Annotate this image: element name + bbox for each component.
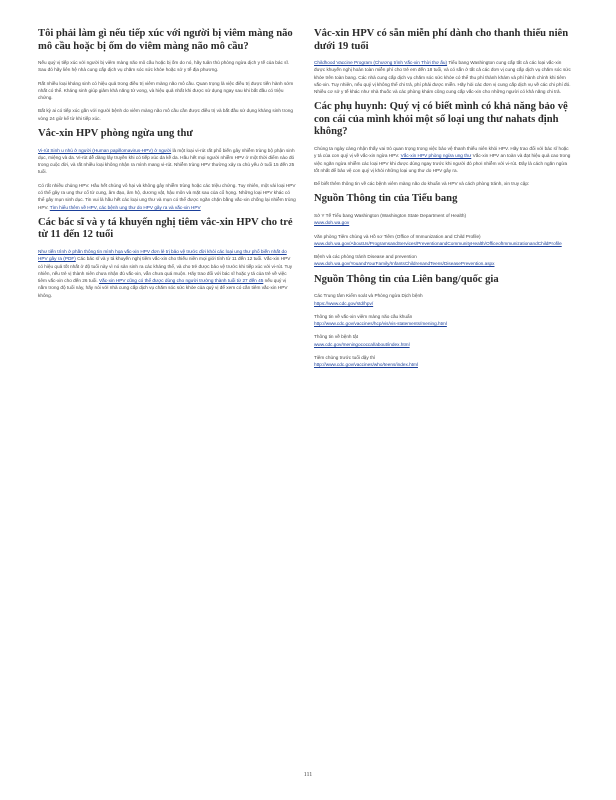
paragraph: [314, 233, 572, 248]
paragraph: Để biết thêm thông tin về các bệnh viêm màng não do khuẩn và HPV và cách phòng tránh, xin truy cập:: [314, 181, 530, 187]
right-column: [314, 28, 572, 375]
left-column: [38, 28, 296, 305]
doh-link[interactable]: www.doh.wa.gov: [314, 220, 350, 226]
paragraph: [314, 333, 572, 348]
learn-more-hpv-link[interactable]: Tìm hiểu thêm về HPV, các bệnh ung thư do HPV gây ra và vắc-xin HPV: [49, 204, 201, 210]
paragraph: [314, 212, 572, 227]
paragraph-text: Bệnh và các phòng tránh Disease and prevention: [314, 254, 417, 260]
paragraph: [314, 59, 572, 95]
hpv-link[interactable]: Vi-rút Sinh u nhú ở người (Human papillomavirus-HPV) ở người: [38, 147, 172, 153]
paragraph-text: Vắc-xin HPV an toàn và đạt hiệu quả cao trong việc ngăn ngừa nhiễm các loại HPV khi được dùng ngay trước khi người đó phơi nhiễm với vi-rút. Đây là cách ngăn ngừa tốt nhất để bảo vệ con quý vị khỏi những loại ung thư do HPV gây ra.: [314, 153, 571, 173]
paragraph-text: Có rất nhiều chủng HPV. Hầu hết chúng vô hại và không gây nhiễm trùng hoặc các triệu chứng. Tuy nhiên, một vài loại HPV có thể gây ra ung thư cổ tử cung, âm đạo, âm hộ, dương vật, hậu môn và mặt sau của cổ họng. Những loại HPV khác có thể gây mụn sinh dục. Tin vui là hầu hết các loại ung thư và mụn có thể được ngăn chặn bằng vắc-xin chống lại nhiễm trùng HPV.: [38, 182, 296, 210]
section-heading: Vắc-xin HPV có sẵn miễn phí dành cho thanh thiếu niên dưới 19 tuổi: [314, 28, 569, 52]
section-free-vaccine: [314, 28, 572, 95]
section-hpv-age: [38, 217, 296, 299]
paragraph: Rất nhiều loại kháng sinh có hiệu quả trong điều trị viêm màng não mô cầu. Quan trọng là việc điều trị được tiến hành sớm nhất có thể. Kháng sinh giúp giảm khả năng tử vong, và hiệu quả nhất khi được sử dụng ngay sau khi bắt đầu có triệu chứng.: [38, 80, 294, 101]
section-heading: Nguồn Thông tin của Liên bang/quốc gia: [314, 273, 499, 285]
paragraph: Bất kỳ ai có tiếp xúc gần với người bệnh do viêm màng não mô cầu cần được điều trị và bắt đầu sử dụng kháng sinh trong vòng 24 giờ kể từ khi tiếp xúc.: [38, 108, 293, 121]
section-state-resources: [314, 193, 572, 267]
paragraph: [38, 182, 296, 211]
paragraph-text: nếu quý vị nằm trong độ tuổi này, hãy nói với nhà cung cấp dịch vụ chăm sóc sức khỏe của quý vị để xem có cần tiêm vắc-xin HPV không.: [38, 278, 288, 298]
section-heading: Tôi phải làm gì nếu tiếp xúc với người bị viêm màng não mô cầu hoặc bị ốm do viêm màng não mô cầu?: [38, 28, 293, 52]
hpv-infographic-link[interactable]: Như tiến trình ở phần thông tin mình họa vắc-xin HPV đơn lẻ trị bảo vệ trước đời khỏi các loại ung thư phổ biến nhất do HPV gây ra (PDF): [38, 248, 287, 262]
paragraph: [314, 145, 572, 174]
immunization-office-link[interactable]: www.doh.wa.gov/AboutUs/ProgramsandServices/PreventionandCommunityHealth/OfficeofImmunizationandChildProfile: [314, 240, 562, 246]
hpv-prevention-link[interactable]: Vắc-xin HPV phòng ngừa ung thư: [400, 153, 472, 159]
paragraph-text: Văn phòng Tiêm chủng và Hồ sơ Tiêm (Office of Immunization and Child Profile): [314, 233, 481, 239]
paragraph-text: Sở Y Tế Tiểu bang Washington (Washington State Department of Health): [314, 212, 467, 218]
paragraph: [314, 354, 572, 369]
section-parents: [314, 101, 572, 187]
paragraph: [38, 147, 296, 176]
section-federal-resources: [314, 274, 572, 369]
paragraph: [314, 313, 572, 328]
paragraph: [314, 253, 572, 268]
paragraph-text: Các Trung tâm Kiểm soát và Phòng ngừa Dịch bệnh: [314, 293, 423, 299]
paragraph-text: Thông tin về vắc-xin viêm màng não cầu khuẩn: [314, 313, 413, 319]
paragraph: [38, 248, 296, 299]
paragraph-text: Tiêm chủng trước tuổi dậy thì: [314, 355, 376, 361]
section-heading: Nguồn Thông tin của Tiểu bang: [314, 193, 458, 205]
cdc-hpv-link[interactable]: https://www.cdc.gov/std/hpv/: [314, 300, 374, 306]
section-heading: Các phụ huynh: Quý vị có biết mình có khả năng bảo vệ con cái của mình khỏi một số loại ung thư nahats định không?: [314, 101, 568, 138]
paragraph-text: Thông tin về bệnh tật: [314, 334, 359, 340]
section-heading: Vắc-xin HPV phòng ngừa ung thư: [38, 128, 193, 140]
section-hpv-vaccine: [38, 128, 296, 211]
paragraph-text: Tiểu bang Washington cung cấp tất cả các loại vắc-xin được khuyến nghị hoàn toàn miễn phí cho trẻ em đến 18 tuổi, và có sẵn ở tất cả các đơn vị cung cấp dịch vụ chăm sóc sức khỏe trên toàn bang. Các nhà cung cấp dịch vụ chăm sóc sức khỏe có thể thu phí thành khám và phí hành chính khi tiêm vắc-xin. Tuy nhiên, nếu quý vị không thể chi trả, phí phải được miễn. Hãy hỏi các đơn vị cung cấp dịch vụ về các chi phí đó. Nhiều cơ sở y tế khác như nhà thuốc và các phòng khám cũng cung cấp vắc-xin cho những người có khả năng chi trả.: [314, 60, 571, 95]
childhood-vaccine-program-link[interactable]: Childhood Vaccine Program (Chương trình Vắc-xin Thời thơ ấu): [314, 60, 448, 65]
cdc-meningococcal-link[interactable]: www.cdc.gov/meningococcal/about/index.html: [314, 341, 410, 347]
page-number: 111: [303, 772, 313, 778]
disease-prevention-link[interactable]: www.doh.wa.gov/YouandYourFamily/InfantsChildrenandTeens/DiseasePrevention.aspx: [314, 261, 495, 267]
section-heading: Các bác sĩ và y tá khuyến nghị tiêm vắc-xin HPV cho trẻ từ 11 đến 12 tuổi: [38, 216, 293, 241]
paragraph: [314, 292, 572, 307]
paragraph-text: Các bác sĩ và y tá khuyến nghị tiêm vắc-xin cho thiếu niên mọi giới tính từ 11 đến 12 tuổi. Vắc-xin HPV có hiệu quả tốt nhất ở độ tuổi này vì nó sản sinh ra các kháng thể, và cho trẻ được bảo vệ trước khi tiếp xúc với vi-rút. Tuy nhiên, nếu trẻ vị thành niên chưa nhận đủ vắc-xin, vẫn chưa quá muộn. Hãy trao đổi với bác sĩ hoặc y tá của trẻ về việc tiêm vắc-xin cho đến 26 tuổi.: [38, 256, 293, 284]
cdc-teens-link[interactable]: http://www.cdc.gov/vaccines/who/teens/index.html: [314, 362, 418, 368]
paragraph-text: là một loại vi-rút rất phổ biến gây nhiễm trùng bộ phận sinh dục, miệng và da. Vi-rút dễ dàng lây truyền khi có tiếp xúc da kề da. Hầu hết mọi người nhiễm HPV ở một thời điểm nào đó trong cuộc đời, và rất nhiều loại không nhận ra mình mang vi-rút. Nhiễm trùng HPV thường xảy ra chủ yếu ở tuổi 15 đến 25 tuổi.: [38, 147, 295, 175]
paragraph-text: Chúng ta ngày càng nhận thấy vai trò quan trọng trong việc bảo vệ thanh thiếu niên khỏi HPV. Hãy trao đổi với bác sĩ hoặc y tá của con quý vị về vắc-xin ngừa HPV.: [314, 145, 569, 159]
section-meningitis-contact: [38, 28, 296, 122]
hpv-adults-link[interactable]: Vắc-xin HPV cũng có thể được dùng cho người trưởng thành tuổi từ 27 đến 45: [98, 278, 264, 284]
cdc-vis-link[interactable]: http://www.cdc.gov/vaccines/hcp/vis/vis-statements/mening.html: [314, 321, 447, 327]
paragraph: Nếu quý vị tiếp xúc với người bị viêm màng não mô cầu hoặc bị ốm do nó, hãy tuân thủ phòng ngừa dịch y tế của bác sĩ. Sau đó hãy liên hệ nhà cung cấp dịch vụ chăm sóc sức khỏe hoặc sở y tế địa phương.: [38, 60, 290, 73]
